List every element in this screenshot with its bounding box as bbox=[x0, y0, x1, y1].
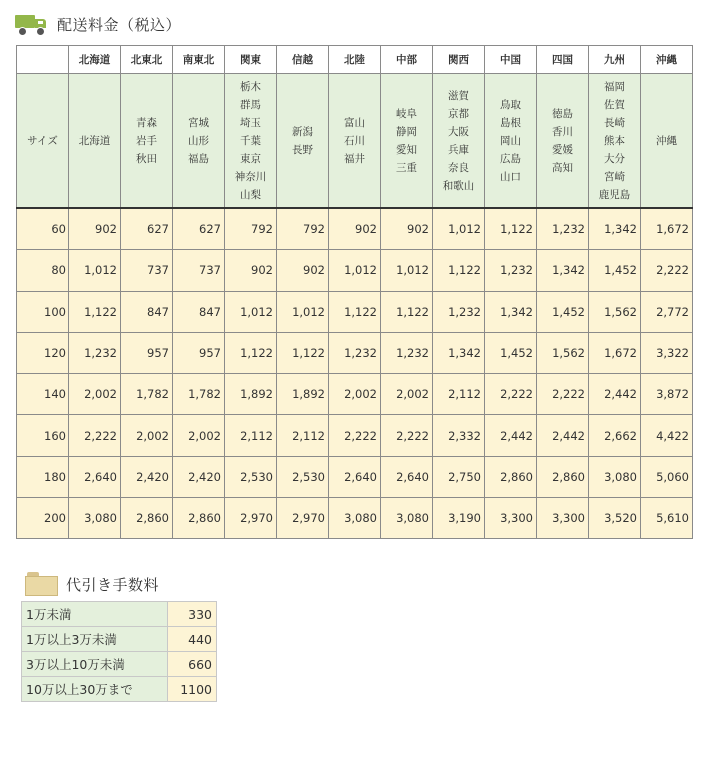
prefecture-name: 香川 bbox=[552, 125, 573, 138]
prefecture-name: 福岡 bbox=[604, 80, 625, 93]
prefecture-name: 千葉 bbox=[240, 134, 261, 147]
price-cell: 2,442 bbox=[537, 415, 589, 456]
prefecture-list bbox=[381, 74, 433, 209]
price-cell: 1,232 bbox=[433, 291, 485, 332]
price-cell: 3,080 bbox=[329, 498, 381, 539]
price-cell: 1,122 bbox=[433, 250, 485, 291]
price-cell: 3,190 bbox=[433, 498, 485, 539]
prefecture-name: 徳島 bbox=[552, 107, 573, 120]
price-cell: 2,112 bbox=[433, 374, 485, 415]
price-cell: 2,002 bbox=[69, 374, 121, 415]
region-header: 四国 bbox=[537, 46, 589, 74]
price-cell: 1,562 bbox=[589, 291, 641, 332]
price-cell: 1,672 bbox=[589, 332, 641, 373]
table-row bbox=[17, 456, 693, 497]
prefecture-name: 福島 bbox=[188, 152, 209, 165]
price-cell: 3,300 bbox=[537, 498, 589, 539]
region-header: 九州 bbox=[589, 46, 641, 74]
prefecture-list bbox=[225, 74, 277, 209]
size-cell: 180 bbox=[17, 456, 69, 497]
prefecture-list bbox=[589, 74, 641, 209]
prefecture-name: 青森 bbox=[136, 116, 157, 129]
price-cell: 1,342 bbox=[485, 291, 537, 332]
prefecture-name: 秋田 bbox=[136, 152, 157, 165]
price-cell: 1,452 bbox=[589, 250, 641, 291]
prefecture-name: 佐賀 bbox=[604, 98, 625, 111]
price-cell: 1,452 bbox=[485, 332, 537, 373]
fee-range-label: 10万以上30万まで bbox=[22, 677, 168, 702]
price-cell: 2,530 bbox=[277, 456, 329, 497]
prefecture-name: 沖縄 bbox=[656, 134, 677, 147]
price-cell: 1,342 bbox=[433, 332, 485, 373]
fee-row bbox=[22, 677, 217, 702]
price-cell: 2,442 bbox=[589, 374, 641, 415]
region-header: 中部 bbox=[381, 46, 433, 74]
fee-range-label: 1万未満 bbox=[22, 602, 168, 627]
fee-row bbox=[22, 652, 217, 677]
price-cell: 902 bbox=[69, 208, 121, 250]
price-cell: 1,782 bbox=[173, 374, 225, 415]
price-cell: 1,562 bbox=[537, 332, 589, 373]
prefecture-name: 宮城 bbox=[188, 116, 209, 129]
cod-title-row bbox=[25, 572, 159, 596]
fee-amount: 440 bbox=[168, 627, 217, 652]
prefecture-name: 長野 bbox=[292, 143, 313, 156]
fee-amount: 1100 bbox=[168, 677, 217, 702]
price-cell: 2,222 bbox=[329, 415, 381, 456]
price-cell: 1,232 bbox=[381, 332, 433, 373]
prefecture-name: 岩手 bbox=[136, 134, 157, 147]
prefecture-name: 石川 bbox=[344, 134, 365, 147]
prefecture-name: 新潟 bbox=[292, 125, 313, 138]
price-cell: 1,892 bbox=[225, 374, 277, 415]
prefecture-name: 山形 bbox=[188, 134, 209, 147]
price-cell: 902 bbox=[381, 208, 433, 250]
prefecture-name: 富山 bbox=[344, 116, 365, 129]
prefecture-name: 滋賀 bbox=[448, 89, 469, 102]
price-cell: 2,530 bbox=[225, 456, 277, 497]
region-header: 信越 bbox=[277, 46, 329, 74]
price-cell: 1,122 bbox=[485, 208, 537, 250]
price-cell: 957 bbox=[173, 332, 225, 373]
price-cell: 2,860 bbox=[537, 456, 589, 497]
prefecture-name: 鳥取 bbox=[500, 98, 521, 111]
price-cell: 847 bbox=[121, 291, 173, 332]
size-cell: 100 bbox=[17, 291, 69, 332]
price-cell: 1,012 bbox=[381, 250, 433, 291]
price-cell: 2,662 bbox=[589, 415, 641, 456]
shipping-rate-table bbox=[16, 45, 693, 539]
prefecture-name: 和歌山 bbox=[442, 179, 475, 192]
price-cell: 1,122 bbox=[69, 291, 121, 332]
price-cell: 1,012 bbox=[329, 250, 381, 291]
prefecture-list bbox=[485, 74, 537, 209]
price-cell: 1,452 bbox=[537, 291, 589, 332]
prefecture-name: 東京 bbox=[240, 152, 261, 165]
shipping-title: 配送料金（税込） bbox=[57, 15, 182, 34]
price-cell: 1,122 bbox=[277, 332, 329, 373]
prefecture-name: 栃木 bbox=[240, 80, 261, 93]
price-cell: 1,342 bbox=[589, 208, 641, 250]
region-header: 関西 bbox=[433, 46, 485, 74]
region-header: 関東 bbox=[225, 46, 277, 74]
price-cell: 3,872 bbox=[641, 374, 693, 415]
price-cell: 1,012 bbox=[225, 291, 277, 332]
prefecture-name: 福井 bbox=[344, 152, 365, 165]
prefecture-name: 山梨 bbox=[240, 188, 261, 201]
price-cell: 737 bbox=[121, 250, 173, 291]
prefecture-name: 島根 bbox=[500, 116, 521, 129]
prefecture-name: 兵庫 bbox=[448, 143, 469, 156]
price-cell: 1,232 bbox=[69, 332, 121, 373]
prefecture-name: 京都 bbox=[448, 107, 469, 120]
fee-amount: 330 bbox=[168, 602, 217, 627]
price-cell: 2,222 bbox=[381, 415, 433, 456]
prefecture-name: 群馬 bbox=[240, 98, 261, 111]
price-cell: 5,610 bbox=[641, 498, 693, 539]
prefecture-name: 岡山 bbox=[500, 134, 521, 147]
price-cell: 2,750 bbox=[433, 456, 485, 497]
price-cell: 1,122 bbox=[329, 291, 381, 332]
price-cell: 1,892 bbox=[277, 374, 329, 415]
prefecture-list bbox=[433, 74, 485, 209]
region-header: 南東北 bbox=[173, 46, 225, 74]
size-cell: 60 bbox=[17, 208, 69, 250]
price-cell: 2,112 bbox=[225, 415, 277, 456]
prefecture-name: 岐阜 bbox=[396, 107, 417, 120]
price-cell: 2,772 bbox=[641, 291, 693, 332]
price-cell: 2,222 bbox=[69, 415, 121, 456]
price-cell: 2,860 bbox=[485, 456, 537, 497]
prefecture-name: 宮崎 bbox=[604, 170, 625, 183]
prefecture-name: 愛媛 bbox=[552, 143, 573, 156]
price-cell: 1,232 bbox=[485, 250, 537, 291]
price-cell: 3,080 bbox=[69, 498, 121, 539]
table-row bbox=[17, 250, 693, 291]
prefecture-name: 神奈川 bbox=[234, 170, 267, 183]
size-cell: 160 bbox=[17, 415, 69, 456]
fee-range-label: 3万以上10万未満 bbox=[22, 652, 168, 677]
price-cell: 1,012 bbox=[277, 291, 329, 332]
price-cell: 3,080 bbox=[381, 498, 433, 539]
price-cell: 902 bbox=[277, 250, 329, 291]
price-cell: 2,222 bbox=[641, 250, 693, 291]
fee-row bbox=[22, 602, 217, 627]
prefecture-name: 長崎 bbox=[604, 116, 625, 129]
table-row bbox=[17, 291, 693, 332]
price-cell: 627 bbox=[173, 208, 225, 250]
prefecture-list bbox=[641, 74, 693, 209]
price-cell: 902 bbox=[329, 208, 381, 250]
price-cell: 847 bbox=[173, 291, 225, 332]
prefecture-list bbox=[173, 74, 225, 209]
price-cell: 1,012 bbox=[69, 250, 121, 291]
prefecture-name: 熊本 bbox=[604, 134, 625, 147]
table-row bbox=[17, 208, 693, 250]
price-cell: 1,672 bbox=[641, 208, 693, 250]
prefecture-name: 山口 bbox=[500, 170, 521, 183]
price-cell: 5,060 bbox=[641, 456, 693, 497]
prefecture-name: 広島 bbox=[500, 152, 521, 165]
prefecture-name: 奈良 bbox=[448, 161, 469, 174]
price-cell: 2,002 bbox=[173, 415, 225, 456]
corner-cell bbox=[17, 46, 69, 74]
price-cell: 2,860 bbox=[173, 498, 225, 539]
price-cell: 2,420 bbox=[173, 456, 225, 497]
price-cell: 792 bbox=[225, 208, 277, 250]
prefecture-name: 埼玉 bbox=[240, 116, 261, 129]
fee-range-label: 1万以上3万未満 bbox=[22, 627, 168, 652]
price-cell: 792 bbox=[277, 208, 329, 250]
cod-title: 代引き手数料 bbox=[66, 575, 160, 594]
price-cell: 2,222 bbox=[537, 374, 589, 415]
price-cell: 3,322 bbox=[641, 332, 693, 373]
table-row bbox=[17, 498, 693, 539]
price-cell: 2,640 bbox=[69, 456, 121, 497]
cod-fee-table bbox=[21, 601, 217, 702]
price-cell: 2,332 bbox=[433, 415, 485, 456]
price-cell: 1,122 bbox=[225, 332, 277, 373]
size-cell: 80 bbox=[17, 250, 69, 291]
prefecture-list bbox=[277, 74, 329, 209]
price-cell: 737 bbox=[173, 250, 225, 291]
truck-icon bbox=[15, 13, 49, 35]
price-cell: 1,012 bbox=[433, 208, 485, 250]
size-cell: 200 bbox=[17, 498, 69, 539]
size-cell: 120 bbox=[17, 332, 69, 373]
prefecture-name: 大阪 bbox=[448, 125, 469, 138]
prefecture-header-row bbox=[17, 74, 693, 209]
price-cell: 2,222 bbox=[485, 374, 537, 415]
price-cell: 3,520 bbox=[589, 498, 641, 539]
table-row bbox=[17, 415, 693, 456]
price-cell: 1,232 bbox=[329, 332, 381, 373]
region-header: 沖縄 bbox=[641, 46, 693, 74]
price-cell: 2,860 bbox=[121, 498, 173, 539]
price-cell: 957 bbox=[121, 332, 173, 373]
price-cell: 2,420 bbox=[121, 456, 173, 497]
prefecture-name: 大分 bbox=[604, 152, 625, 165]
price-cell: 902 bbox=[225, 250, 277, 291]
price-cell: 2,112 bbox=[277, 415, 329, 456]
price-cell: 2,640 bbox=[329, 456, 381, 497]
table-row bbox=[17, 374, 693, 415]
prefecture-list bbox=[69, 74, 121, 209]
prefecture-list bbox=[537, 74, 589, 209]
prefecture-list bbox=[329, 74, 381, 209]
prefecture-name: 三重 bbox=[396, 161, 417, 174]
prefecture-name: 愛知 bbox=[396, 143, 417, 156]
region-header: 北陸 bbox=[329, 46, 381, 74]
price-cell: 1,232 bbox=[537, 208, 589, 250]
price-cell: 3,080 bbox=[589, 456, 641, 497]
prefecture-name: 高知 bbox=[552, 161, 573, 174]
price-cell: 627 bbox=[121, 208, 173, 250]
price-cell: 4,422 bbox=[641, 415, 693, 456]
price-cell: 2,970 bbox=[225, 498, 277, 539]
region-header: 北東北 bbox=[121, 46, 173, 74]
price-cell: 2,970 bbox=[277, 498, 329, 539]
price-cell: 1,342 bbox=[537, 250, 589, 291]
shipping-title-row bbox=[15, 13, 181, 35]
folder-icon bbox=[25, 572, 58, 596]
fee-amount: 660 bbox=[168, 652, 217, 677]
price-cell: 1,122 bbox=[381, 291, 433, 332]
price-cell: 2,002 bbox=[121, 415, 173, 456]
price-cell: 2,002 bbox=[329, 374, 381, 415]
size-header: サイズ bbox=[17, 74, 69, 209]
price-cell: 3,300 bbox=[485, 498, 537, 539]
region-header: 中国 bbox=[485, 46, 537, 74]
prefecture-name: 北海道 bbox=[78, 134, 111, 147]
fee-row bbox=[22, 627, 217, 652]
region-header: 北海道 bbox=[69, 46, 121, 74]
price-cell: 1,782 bbox=[121, 374, 173, 415]
price-cell: 2,442 bbox=[485, 415, 537, 456]
price-cell: 2,640 bbox=[381, 456, 433, 497]
prefecture-name: 鹿児島 bbox=[598, 188, 631, 201]
prefecture-name: 静岡 bbox=[396, 125, 417, 138]
size-cell: 140 bbox=[17, 374, 69, 415]
region-header-row bbox=[17, 46, 693, 74]
table-row bbox=[17, 332, 693, 373]
price-cell: 2,002 bbox=[381, 374, 433, 415]
prefecture-list bbox=[121, 74, 173, 209]
